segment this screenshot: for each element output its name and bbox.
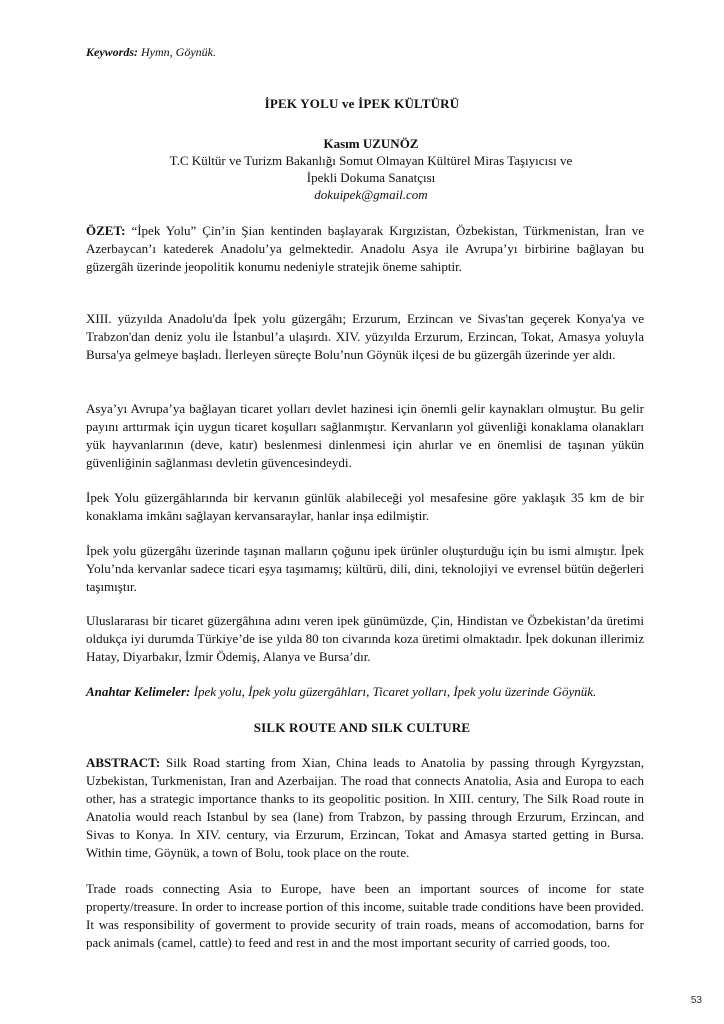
abstract-text: Silk Road starting from Xian, China leads to Anatolia by passing through Kyrgyzstan, Uzbekistan, Turkmenistan, Iran and Azerbaijan. The road that connects Anatolia, Asia and Europa to each other, has a strategic importance thanks to its geopolitic position. In XIII. century, The Silk Road route in Anatolia would reach Istanbul by sea (lane) from Trabzon, by passing through Erzurum, Erzincan, and Sivas to Konya. In XIV. century, via Erzurum, Erzincan, Tokat and Amasya started getting in Bursa. Within time, Göynük, a town of Bolu, took place on the route. (86, 755, 644, 860)
paper-title-en: SILK ROUTE AND SILK CULTURE (253, 720, 471, 735)
anahtar-kelimeler-label: Anahtar Kelimeler: (86, 684, 191, 699)
abstract-paragraph (86, 754, 644, 862)
affiliation-line-2: İpekli Dokuma Sanatçısı (306, 170, 436, 185)
author-email[interactable]: dokuipek@gmail.com (314, 187, 428, 202)
anahtar-kelimeler-line (86, 683, 644, 701)
keywords-text: Hymn, Göynük. (138, 45, 216, 59)
affiliation-line-1: T.C Kültür ve Turizm Bakanlığı Somut Olmayan Kültürel Miras Taşıyıcısı ve (169, 153, 573, 168)
body-paragraph-tr-3: İpek Yolu güzergâhlarında bir kervanın günlük alabileceği yol mesafesine göre yaklaşık 35 km de bir konaklama imkânı sağlayan kervansaraylar, hanlar inşa edilmiştir. (86, 490, 644, 523)
ozet-text: “İpek Yolu” Çin’in Şian kentinden başlayarak Kırgızistan, Özbekistan, Türkmenistan, İran ve Azerbaycan’ı katederek Anadolu’ya gelmektedir. Anadolu Asya ile Avrupa’yı birbirine bağlayan bu güzergâh üzerinde jeopolitik konumu nedeniyle stratejik öneme sahiptir. (86, 223, 644, 274)
anahtar-kelimeler-text: İpek yolu, İpek yolu güzergâhları, Ticaret yolları, İpek yolu üzerinde Göynük. (190, 684, 597, 699)
body-paragraph-en-1: Trade roads connecting Asia to Europe, have been an important sources of income for state property/treasure. In order to increase portion of this income, suitable trade conditions have been provided. It was responsibility of goverment to provide security of train roads, means of accomodation, barns for pack animals (camel, cattle) to feed and rest in and the most important security of carried goods, too. (86, 881, 644, 950)
ozet-label: ÖZET: (86, 223, 126, 238)
page-number: 53 (690, 995, 702, 1006)
ozet-paragraph (86, 222, 644, 276)
keywords-label: Keywords: (86, 45, 138, 59)
body-paragraph-tr-4: İpek yolu güzergâhı üzerinde taşınan malların çoğunu ipek ürünler oluşturduğu için bu ismi almıştır. İpek Yolu’nda kervanlar sadece ticari eşya taşımamış; kültürü, dili, dini, teknolojiyi ve evrensel bütün değerleri taşımıştır. (86, 543, 644, 594)
author-block (86, 135, 656, 203)
paper-title-tr: İPEK YOLU ve İPEK KÜLTÜRÜ (264, 96, 460, 111)
body-paragraph-tr-1: XIII. yüzyılda Anadolu'da İpek yolu güzergâhı; Erzurum, Erzincan ve Sivas'tan geçerek Konya'ya ve Trabzon'dan deniz yolu ile İstanbul’a ulaşırdı. XIV. yüzyılda Erzurum, Erzincan, Tokat, Amasya yoluyla Bursa'ya gelmeye başladı. İlerleyen süreçte Bolu’nun Göynük ilçesi de bu güzergâh üzerinde yer aldı. (86, 311, 644, 362)
abstract-label: ABSTRACT: (86, 755, 161, 770)
body-paragraph-tr-5: Uluslararası bir ticaret güzergâhına adını veren ipek günümüzde, Çin, Hindistan ve Özbekistan’da üretimi oldukça iyi durumda Türkiye’de ise yılda 80 ton civarında koza üretimi olmaktadır. İpek dokunan illerimiz Hatay, Diyarbakır, İzmir Ödemiş, Alanya ve Bursa’dır. (86, 613, 644, 664)
keywords-line (86, 45, 216, 60)
author-name: Kasım UZUNÖZ (323, 136, 419, 151)
body-paragraph-tr-2: Asya’yı Avrupa’ya bağlayan ticaret yolları devlet hazinesi için önemli gelir kaynakları olmuştur. Bu gelir payını arttırmak için uygun ticaret koşulları sağlanmıştır. Kervanların yol güvenliği konaklama olanakları yük hayvanlarının (deve, katır) beslenmesi dinlenmesi için ahırlar ve en önemlisi de taşınan yükün güvenliğinin sağlanması devletin güvencesindeydi. (86, 401, 644, 470)
